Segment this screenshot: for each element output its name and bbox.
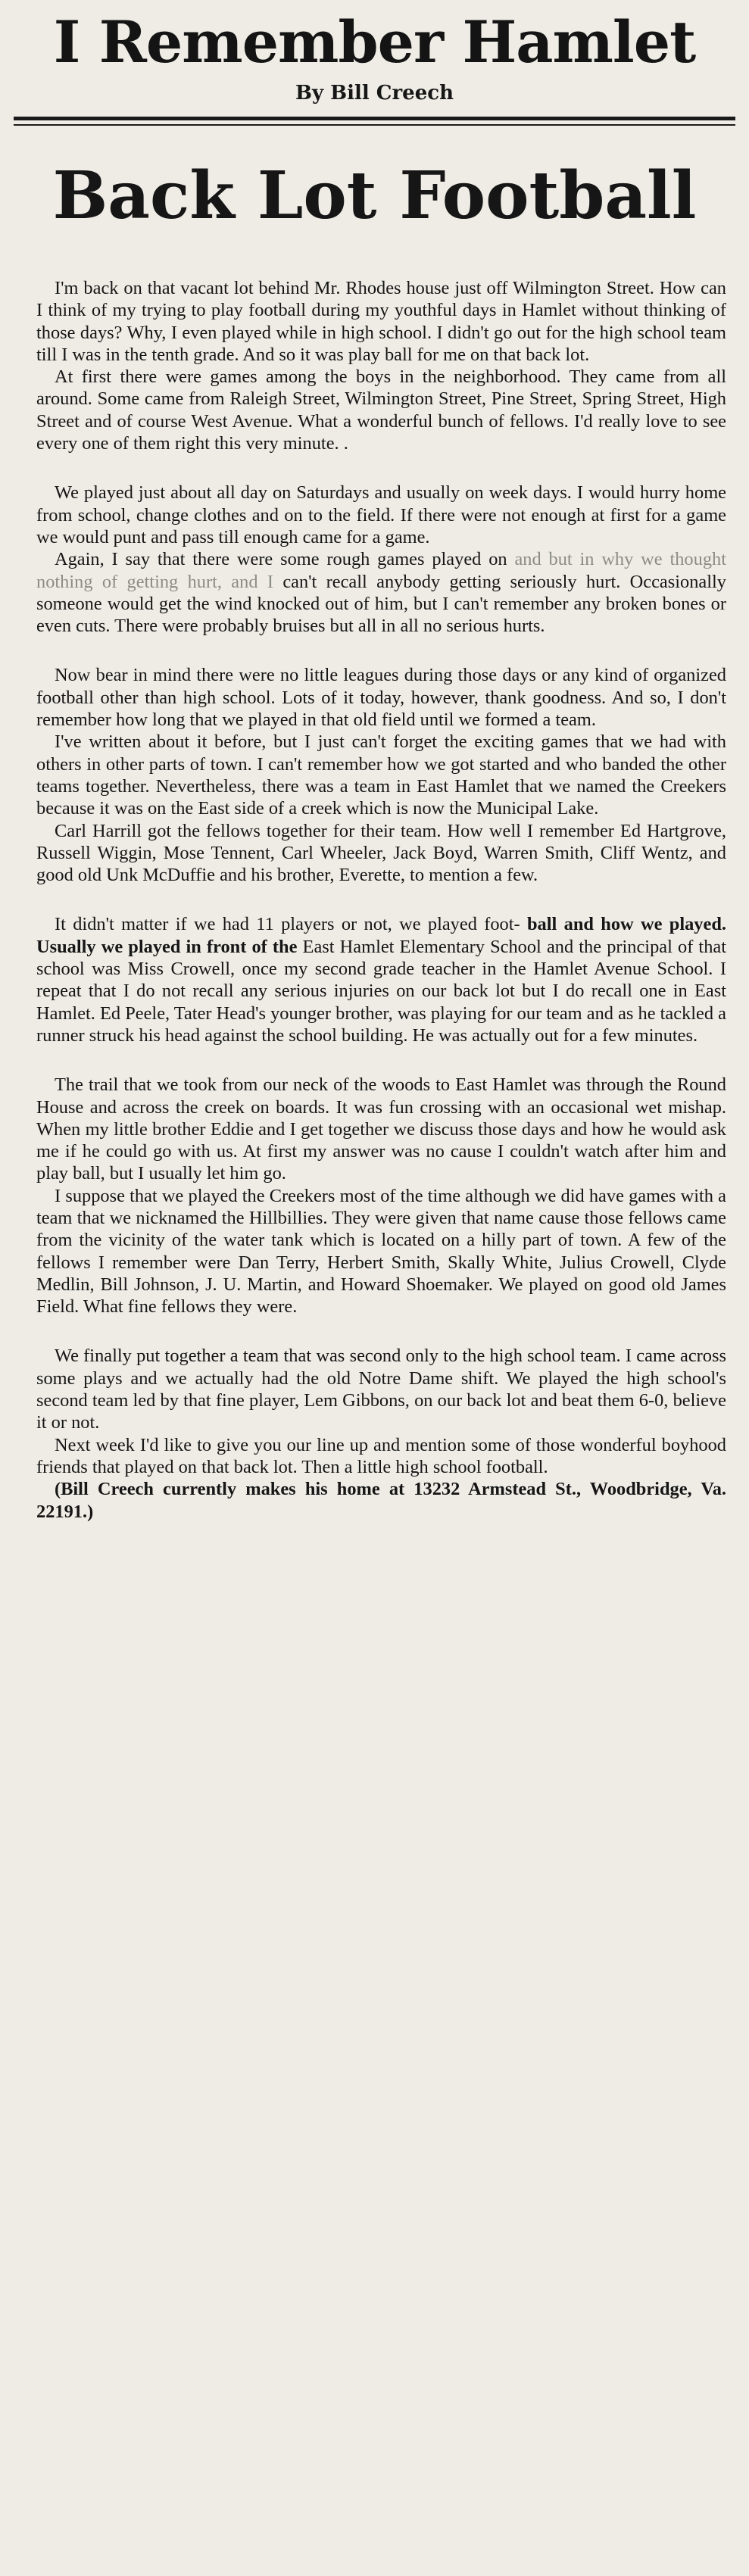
paragraph: I've written about it before, but I just can't forget the exciting games that we had with others in other parts of town. I can't remember how we got started and who banded the other teams together. Nevertheless, there was a team in East Hamlet that we named the Creekers because it was on the East side of a creek which is now the Municipal Lake. — [36, 731, 726, 819]
paragraph — [36, 548, 726, 637]
article-body — [11, 277, 738, 1523]
column-title: I Remember Hamlet — [53, 8, 696, 76]
bold-text: ball and how we played. Usually we played in front of the — [36, 914, 726, 957]
paragraph-text: can't recall anybody getting seriously hurt. Occasionally someone would get the wind knocked out of him, but I can't remember any broken bones or even cuts. There were probably bruises but all in all no serious hurts. — [36, 571, 726, 637]
paragraph: We finally put together a team that was second only to the high school team. I came across some plays and we actually had the old Notre Dame shift. We played the high school's second team led by that fine player, Lem Gibbons, on our back lot and beat them 6-0, believe it or not. — [36, 1346, 726, 1433]
masthead — [11, 0, 738, 104]
double-rule — [11, 117, 738, 126]
byline: By Bill Creech — [295, 82, 454, 104]
paragraph: The trail that we took from our neck of the woods to East Hamlet was through the Round House and across the creek on boards. It was fun crossing with an occasional wet mishap. When my little brother Eddie and I get together we discuss those days and how he would ask me if he could go with us. At first my answer was no cause I couldn't watch after him and play ball, but I usually let him go. — [36, 1074, 726, 1184]
paragraph-text: Again, I say that there were some rough games played on — [55, 549, 507, 570]
paragraph: I'm back on that vacant lot behind Mr. Rhodes house just off Wilmington Street. How can I think of my trying to play football during my youthful days in Hamlet without thinking of those days? Why, I even played while in high school. I didn't go out for the high school team till I was in the tenth grade. And so it was play ball for me on that back lot. — [36, 278, 726, 365]
rule-thin — [14, 124, 735, 126]
paragraph: We played just about all day on Saturdays and usually on week days. I would hurry home from school, change clothes and on to the field. If there were not enough at first for a game we would punt and pass till enough came for a game. — [36, 482, 726, 547]
paragraph-text: It didn't matter if we had 11 players or not, we played foot- — [55, 914, 520, 935]
paragraph: At first there were games among the boys in the neighborhood. They came from all around. Some came from Raleigh Street, Wilmington Street, Pine Street, Spring Street, High Street and of course West Avenue. What a wonderful bunch of fellows. I'd really love to see every one of them right this very minute. . — [36, 366, 726, 454]
paragraph-text: East Hamlet Elementary School and the principal of that school was Miss Crowell, once my second grade teacher in the Hamlet Avenue School. I repeat that I do not recall any serious injuries on our back lot but I do recall one in East Hamlet. Ed Peele, Tater Head's younger brother, was playing for our team and as he tackled a runner struck his head against the school building. He was actually out for a few minutes. — [36, 936, 726, 1046]
paragraph: Now bear in mind there were no little leagues during those days or any kind of organized football other than high school. Lots of it today, however, thank goodness. And so, I don't remember how long that we played in that old field until we formed a team. — [36, 665, 726, 731]
paragraph — [36, 913, 726, 1046]
faded-text: and but in why we thought nothing of getting hurt, and I — [36, 549, 726, 592]
article-headline: Back Lot Football — [52, 157, 697, 234]
paragraph: Next week I'd like to give you our line up and mention some of those wonderful boyhood friends that played on that back lot. Then a little high school football. — [36, 1434, 726, 1477]
paragraph: I suppose that we played the Creekers most of the time although we did have games with a team that we nicknamed the Hillbillies. They were given that name cause those fellows came from the vicinity of the water tank which is located on a hilly part of town. A few of the fellows I remember were Dan Terry, Herbert Smith, Skally White, Julius Crowell, Clyde Medlin, Bill Johnson, J. U. Martin, and Howard Shoemaker. We played on good old James Field. What fine fellows they were. — [36, 1185, 726, 1318]
paragraph: Carl Harrill got the fellows together for their team. How well I remember Ed Hartgrove, Russell Wiggin, Mose Tennent, Carl Wheeler, Jack Boyd, Warren Smith, Cliff Wentz, and good old Unk McDuffie and his brother, Everette, to mention a few. — [36, 820, 726, 886]
author-note: (Bill Creech currently makes his home at 13232 Armstead St., Woodbridge, Va. 22191.) — [36, 1479, 726, 1522]
